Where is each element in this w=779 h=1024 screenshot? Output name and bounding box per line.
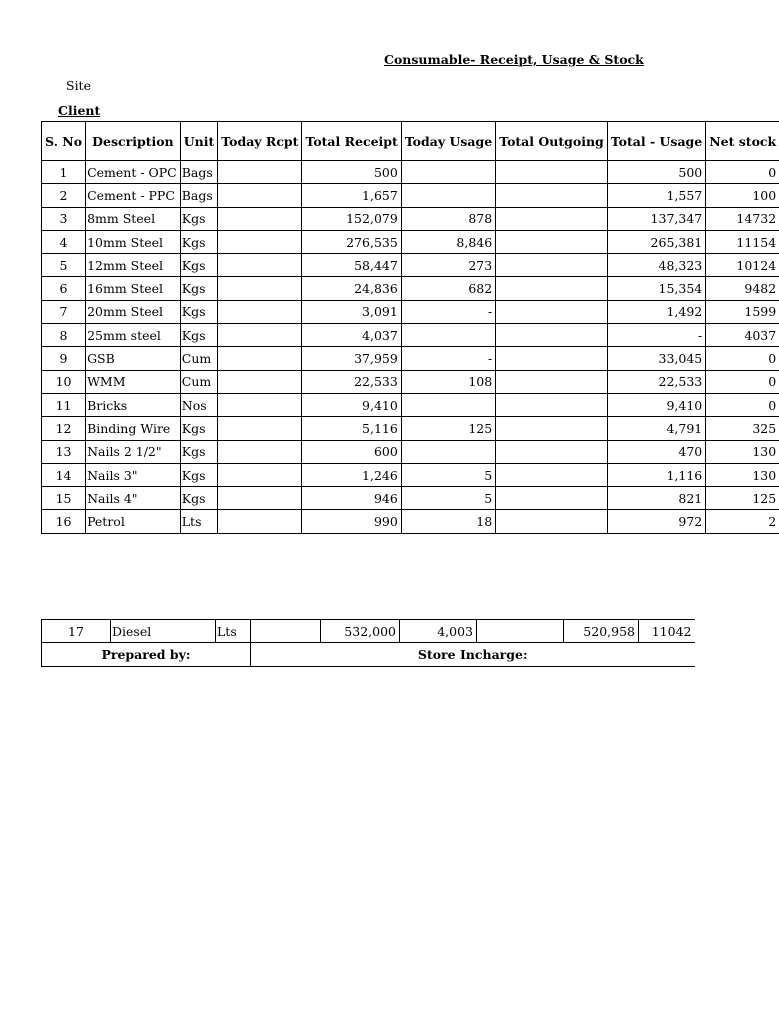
sno-cell: 10 — [42, 370, 86, 393]
sno-cell: 17 — [42, 620, 111, 643]
table-row — [42, 393, 779, 416]
net-stock-cell: 10124 — [706, 254, 779, 277]
sno-cell: 14 — [42, 463, 86, 486]
total-usage-cell: 15,354 — [607, 277, 705, 300]
table-row — [42, 324, 779, 347]
today-rcpt-cell — [218, 277, 302, 300]
sno-cell: 6 — [42, 277, 86, 300]
today-usage-cell — [401, 184, 495, 207]
description-cell: 16mm Steel — [86, 277, 181, 300]
total-usage-cell: 33,045 — [607, 347, 705, 370]
total-usage-cell: 137,347 — [607, 207, 705, 230]
col-total-receipt-header: Total Receipt — [302, 122, 401, 161]
today-usage-cell: 18 — [401, 510, 495, 534]
total-outgoing-cell — [496, 347, 608, 370]
net-stock-cell: 130 — [706, 463, 779, 486]
total-outgoing-cell — [496, 324, 608, 347]
today-usage-cell — [401, 440, 495, 463]
sno-cell: 5 — [42, 254, 86, 277]
description-cell: 20mm Steel — [86, 300, 181, 323]
sno-cell: 15 — [42, 487, 86, 510]
net-stock-cell: 1599 — [706, 300, 779, 323]
total-usage-cell: 520,958 — [564, 620, 639, 643]
today-rcpt-cell — [218, 300, 302, 323]
today-rcpt-cell — [251, 620, 321, 643]
today-usage-cell: 273 — [401, 254, 495, 277]
net-stock-cell: 0 — [706, 161, 779, 184]
net-stock-cell: 11154 — [706, 230, 779, 253]
sno-cell: 7 — [42, 300, 86, 323]
table-row — [42, 440, 779, 463]
total-usage-cell: 48,323 — [607, 254, 705, 277]
today-rcpt-cell — [218, 463, 302, 486]
total-receipt-cell: 5,116 — [302, 417, 401, 440]
today-rcpt-cell — [218, 184, 302, 207]
unit-cell: Lts — [180, 510, 218, 534]
today-rcpt-cell — [218, 510, 302, 534]
net-stock-cell: 0 — [706, 370, 779, 393]
total-outgoing-cell — [496, 440, 608, 463]
total-usage-cell: - — [607, 324, 705, 347]
today-usage-cell — [401, 324, 495, 347]
description-cell: Petrol — [86, 510, 181, 534]
today-rcpt-cell — [218, 207, 302, 230]
store-incharge-label: Store Incharge: — [251, 643, 695, 667]
total-usage-cell: 821 — [607, 487, 705, 510]
today-usage-cell: 878 — [401, 207, 495, 230]
unit-cell: Kgs — [180, 487, 218, 510]
total-usage-cell: 1,557 — [607, 184, 705, 207]
unit-cell: Kgs — [180, 207, 218, 230]
today-usage-cell: - — [401, 300, 495, 323]
table-body — [42, 161, 779, 534]
total-usage-cell: 4,791 — [607, 417, 705, 440]
total-receipt-cell: 1,246 — [302, 463, 401, 486]
description-cell: 8mm Steel — [86, 207, 181, 230]
total-outgoing-cell — [496, 254, 608, 277]
table-row — [42, 277, 779, 300]
unit-cell: Kgs — [180, 463, 218, 486]
total-usage-cell: 1,492 — [607, 300, 705, 323]
description-cell: 10mm Steel — [86, 230, 181, 253]
site-label: Site — [66, 78, 91, 93]
today-rcpt-cell — [218, 254, 302, 277]
today-usage-cell — [401, 161, 495, 184]
description-cell: Nails 2 1/2" — [86, 440, 181, 463]
total-receipt-cell: 152,079 — [302, 207, 401, 230]
table-row — [42, 230, 779, 253]
total-outgoing-cell — [496, 277, 608, 300]
today-rcpt-cell — [218, 440, 302, 463]
total-outgoing-cell — [496, 161, 608, 184]
description-cell: Cement - OPC — [86, 161, 181, 184]
total-outgoing-cell — [477, 620, 564, 643]
today-rcpt-cell — [218, 161, 302, 184]
client-label: Client — [58, 103, 101, 118]
total-usage-cell: 972 — [607, 510, 705, 534]
total-receipt-cell: 37,959 — [302, 347, 401, 370]
table-row — [42, 620, 695, 643]
signature-row — [42, 643, 695, 667]
sno-cell: 12 — [42, 417, 86, 440]
sno-cell: 2 — [42, 184, 86, 207]
total-outgoing-cell — [496, 300, 608, 323]
total-outgoing-cell — [496, 463, 608, 486]
description-cell: Cement - PPC — [86, 184, 181, 207]
total-usage-cell: 9,410 — [607, 393, 705, 416]
total-receipt-cell: 58,447 — [302, 254, 401, 277]
sheet-title: Consumable- Receipt, Usage & Stock — [384, 52, 644, 67]
table-row — [42, 161, 779, 184]
total-receipt-cell: 9,410 — [302, 393, 401, 416]
col-description-header: Description — [86, 122, 181, 161]
total-receipt-cell: 500 — [302, 161, 401, 184]
total-outgoing-cell — [496, 393, 608, 416]
unit-cell: Kgs — [180, 230, 218, 253]
table-row — [42, 207, 779, 230]
total-receipt-cell: 1,657 — [302, 184, 401, 207]
col-today-rcpt-header: Today Rcpt — [218, 122, 302, 161]
description-cell: WMM — [86, 370, 181, 393]
table-row — [42, 463, 779, 486]
today-usage-cell — [401, 393, 495, 416]
total-receipt-cell: 24,836 — [302, 277, 401, 300]
table-row — [42, 417, 779, 440]
stock-table — [41, 121, 779, 534]
total-receipt-cell: 4,037 — [302, 324, 401, 347]
sno-cell: 13 — [42, 440, 86, 463]
total-receipt-cell: 990 — [302, 510, 401, 534]
sno-cell: 8 — [42, 324, 86, 347]
unit-cell: Kgs — [180, 254, 218, 277]
today-usage-cell: 5 — [401, 463, 495, 486]
sno-cell: 3 — [42, 207, 86, 230]
sno-cell: 1 — [42, 161, 86, 184]
total-receipt-cell: 276,535 — [302, 230, 401, 253]
unit-cell: Lts — [216, 620, 251, 643]
unit-cell: Bags — [180, 161, 218, 184]
header-row — [42, 122, 779, 161]
total-outgoing-cell — [496, 370, 608, 393]
total-usage-cell: 1,116 — [607, 463, 705, 486]
col-today-usage-header: Today Usage — [401, 122, 495, 161]
total-receipt-cell: 600 — [302, 440, 401, 463]
net-stock-cell: 14732 — [706, 207, 779, 230]
unit-cell: Kgs — [180, 440, 218, 463]
diesel-table — [41, 619, 695, 667]
total-outgoing-cell — [496, 184, 608, 207]
net-stock-cell: 0 — [706, 393, 779, 416]
col-net-stock-header: Net stock — [706, 122, 779, 161]
total-receipt-cell: 532,000 — [321, 620, 400, 643]
today-usage-cell: 5 — [401, 487, 495, 510]
today-rcpt-cell — [218, 417, 302, 440]
today-rcpt-cell — [218, 370, 302, 393]
today-usage-cell: 125 — [401, 417, 495, 440]
net-stock-cell: 9482 — [706, 277, 779, 300]
total-outgoing-cell — [496, 487, 608, 510]
col-total-outgoing-header: Total Outgoing — [496, 122, 608, 161]
today-rcpt-cell — [218, 324, 302, 347]
total-receipt-cell: 3,091 — [302, 300, 401, 323]
net-stock-cell: 130 — [706, 440, 779, 463]
description-cell: GSB — [86, 347, 181, 370]
net-stock-cell: 125 — [706, 487, 779, 510]
total-usage-cell: 500 — [607, 161, 705, 184]
today-usage-cell: - — [401, 347, 495, 370]
net-stock-cell: 4037 — [706, 324, 779, 347]
unit-cell: Kgs — [180, 417, 218, 440]
table-row — [42, 487, 779, 510]
description-cell: Binding Wire — [86, 417, 181, 440]
table-row — [42, 347, 779, 370]
description-cell: Nails 4" — [86, 487, 181, 510]
total-outgoing-cell — [496, 510, 608, 534]
table-row — [42, 370, 779, 393]
col-sno-header: S. No — [42, 122, 86, 161]
total-usage-cell: 470 — [607, 440, 705, 463]
table-row — [42, 254, 779, 277]
unit-cell: Nos — [180, 393, 218, 416]
table-row — [42, 184, 779, 207]
sno-cell: 4 — [42, 230, 86, 253]
today-rcpt-cell — [218, 393, 302, 416]
unit-cell: Kgs — [180, 277, 218, 300]
sno-cell: 11 — [42, 393, 86, 416]
today-rcpt-cell — [218, 230, 302, 253]
total-receipt-cell: 946 — [302, 487, 401, 510]
net-stock-cell: 2 — [706, 510, 779, 534]
description-cell: Diesel — [111, 620, 216, 643]
today-usage-cell: 682 — [401, 277, 495, 300]
sno-cell: 9 — [42, 347, 86, 370]
description-cell: Bricks — [86, 393, 181, 416]
unit-cell: Kgs — [180, 324, 218, 347]
total-usage-cell: 22,533 — [607, 370, 705, 393]
net-stock-cell: 0 — [706, 347, 779, 370]
net-stock-cell: 100 — [706, 184, 779, 207]
sno-cell: 16 — [42, 510, 86, 534]
description-cell: 12mm Steel — [86, 254, 181, 277]
total-outgoing-cell — [496, 230, 608, 253]
description-cell: 25mm steel — [86, 324, 181, 347]
unit-cell: Bags — [180, 184, 218, 207]
net-stock-cell: 11042 — [639, 620, 695, 643]
unit-cell: Cum — [180, 347, 218, 370]
total-usage-cell: 265,381 — [607, 230, 705, 253]
description-cell: Nails 3" — [86, 463, 181, 486]
col-total-usage-header: Total - Usage — [607, 122, 705, 161]
total-outgoing-cell — [496, 417, 608, 440]
today-usage-cell: 108 — [401, 370, 495, 393]
total-receipt-cell: 22,533 — [302, 370, 401, 393]
today-rcpt-cell — [218, 487, 302, 510]
today-rcpt-cell — [218, 347, 302, 370]
total-outgoing-cell — [496, 207, 608, 230]
table-row — [42, 510, 779, 534]
today-usage-cell: 4,003 — [400, 620, 477, 643]
prepared-by-label: Prepared by: — [42, 643, 251, 667]
today-usage-cell: 8,846 — [401, 230, 495, 253]
net-stock-cell: 325 — [706, 417, 779, 440]
table-row — [42, 300, 779, 323]
col-unit-header: Unit — [180, 122, 218, 161]
unit-cell: Cum — [180, 370, 218, 393]
unit-cell: Kgs — [180, 300, 218, 323]
